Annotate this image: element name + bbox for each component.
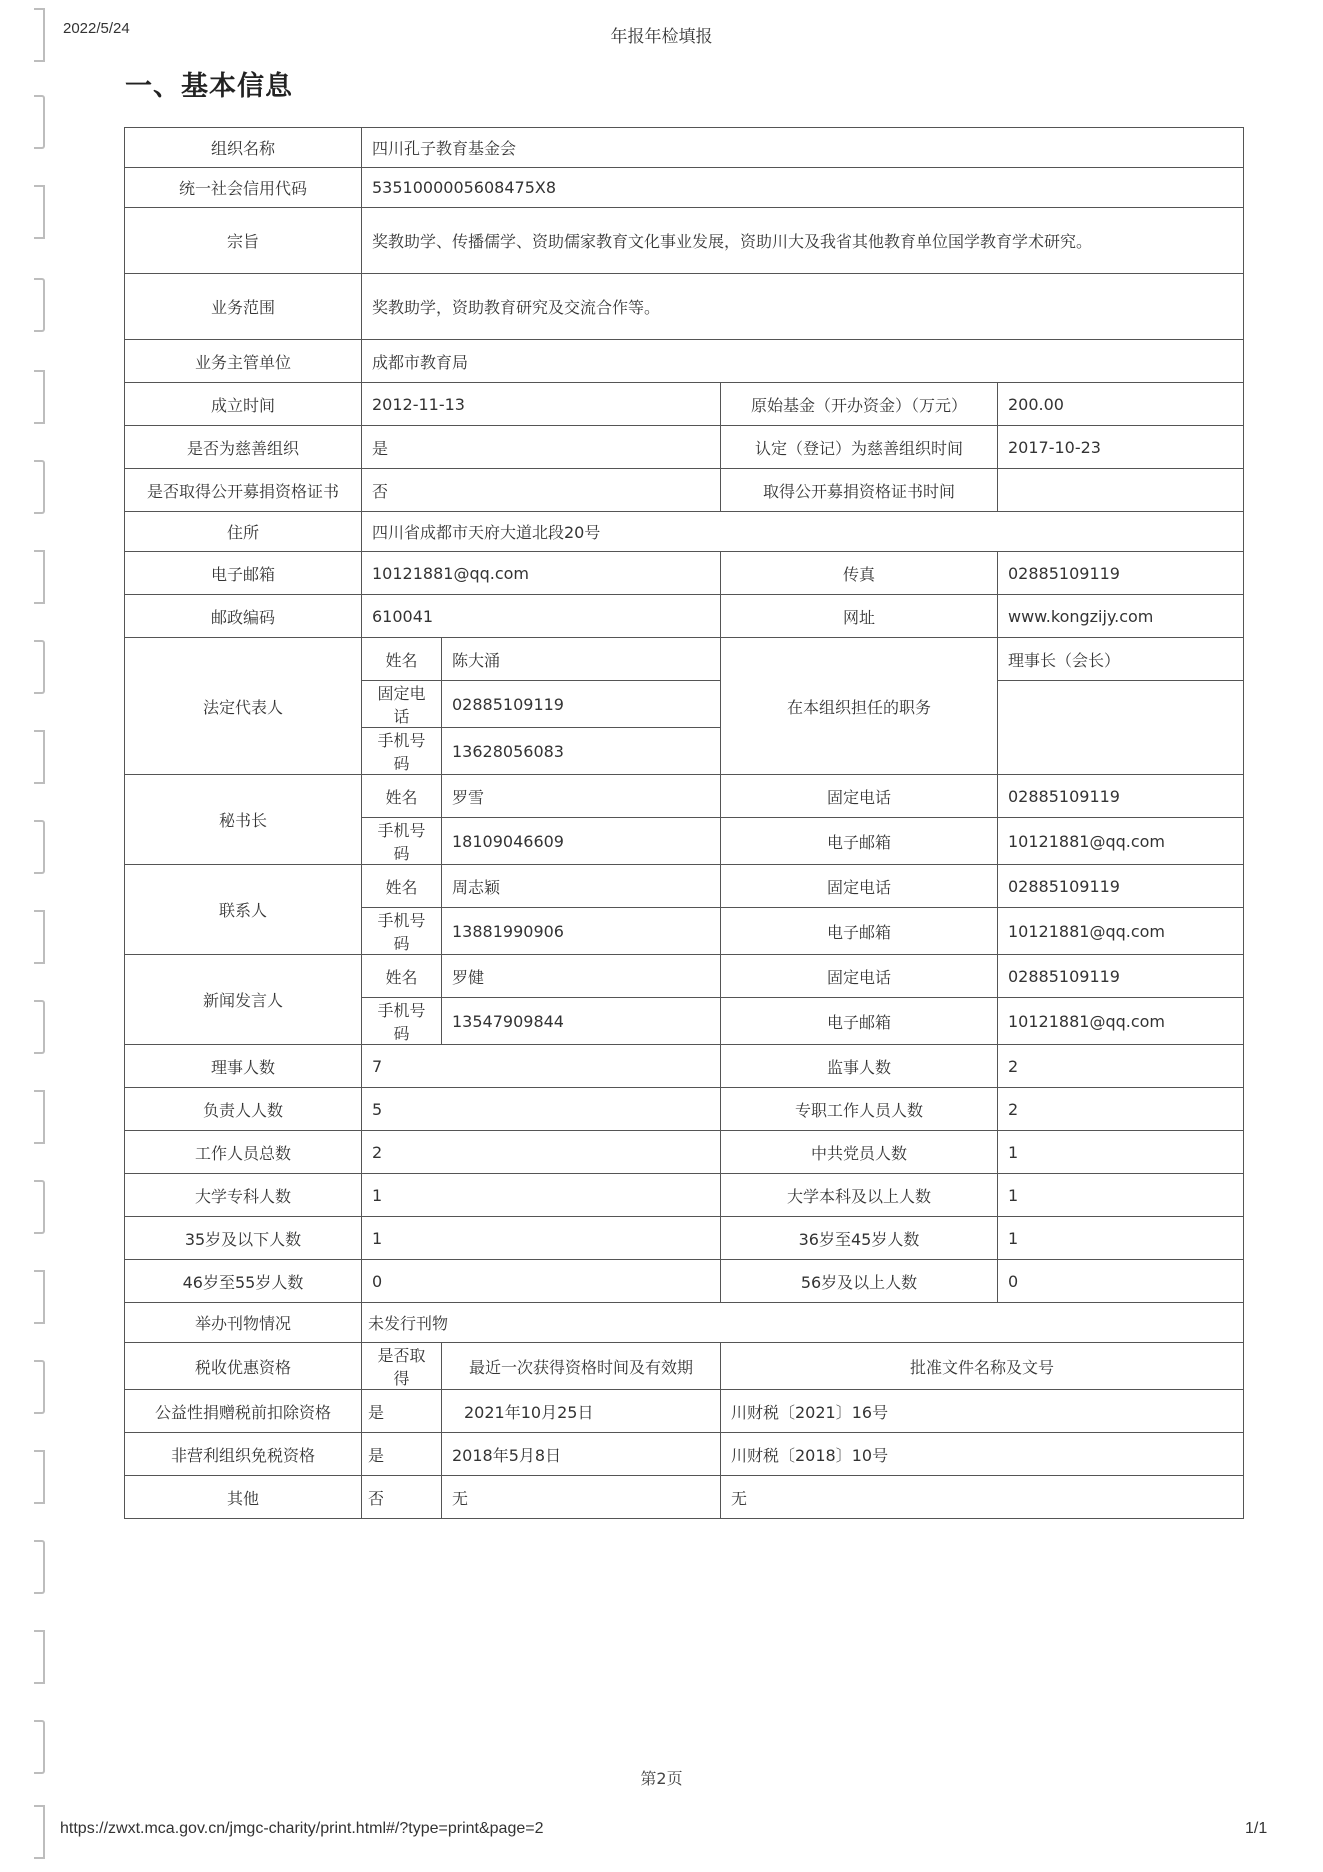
binder-mark	[34, 1090, 45, 1144]
stat-value: 2	[362, 1131, 721, 1174]
charity-date-value: 2017-10-23	[998, 426, 1244, 469]
row-legal-rep-name	[125, 638, 1244, 681]
row-postcode	[125, 595, 1244, 638]
binder-mark	[34, 370, 45, 424]
org-name-value: 四川孔子教育基金会	[362, 128, 1244, 168]
tax-label: 其他	[125, 1476, 362, 1519]
binder-mark	[34, 1180, 45, 1234]
stat-label: 工作人员总数	[125, 1131, 362, 1174]
tax-header-label: 税收优惠资格	[125, 1343, 362, 1390]
stat-value: 1	[362, 1217, 721, 1260]
charity-date-label: 认定（登记）为慈善组织时间	[721, 426, 998, 469]
tax-doc: 川财税〔2018〕10号	[721, 1433, 1244, 1476]
tax-date: 2018年5月8日	[442, 1433, 721, 1476]
row-stat	[125, 1088, 1244, 1131]
tax-header-obtained: 是否取得	[362, 1343, 442, 1390]
row-scope	[125, 274, 1244, 340]
tax-date: 无	[442, 1476, 721, 1519]
tax-label: 公益性捐赠税前扣除资格	[125, 1390, 362, 1433]
stat-value: 7	[362, 1045, 721, 1088]
contact-role-label: 联系人	[125, 865, 362, 955]
row-credit-code	[125, 168, 1244, 208]
binder-mark	[34, 1540, 45, 1594]
binder-mark	[34, 820, 45, 874]
contact-phone-value: 02885109119	[998, 955, 1244, 998]
row-stat	[125, 1217, 1244, 1260]
row-founded	[125, 383, 1244, 426]
contact-mobile-value: 13547909844	[442, 998, 721, 1045]
stat-label: 负责人人数	[125, 1088, 362, 1131]
binder-mark	[34, 278, 45, 332]
row-tax	[125, 1433, 1244, 1476]
tax-header-doc: 批准文件名称及文号	[721, 1343, 1244, 1390]
credit-code-label: 统一社会信用代码	[125, 168, 362, 208]
credit-code-value: 5351000005608475X8	[362, 168, 1244, 208]
website-label: 网址	[721, 595, 998, 638]
contact-role-label: 秘书长	[125, 775, 362, 865]
contact-email-label: 电子邮箱	[721, 998, 998, 1045]
stat-label: 专职工作人员人数	[721, 1088, 998, 1131]
row-contact-name	[125, 955, 1244, 998]
stat-value: 0	[362, 1260, 721, 1303]
row-stat	[125, 1174, 1244, 1217]
row-email	[125, 552, 1244, 595]
binder-mark	[34, 1805, 45, 1859]
stat-label: 大学本科及以上人数	[721, 1174, 998, 1217]
stat-value: 2	[998, 1088, 1244, 1131]
contact-email-label: 电子邮箱	[721, 818, 998, 865]
legal-rep-label: 法定代表人	[125, 638, 362, 775]
row-purpose	[125, 208, 1244, 274]
website-value: www.kongzijy.com	[998, 595, 1244, 638]
footer-page-count: 1/1	[1245, 1820, 1268, 1837]
postcode-value: 610041	[362, 595, 721, 638]
tax-header-date: 最近一次获得资格时间及有效期	[442, 1343, 721, 1390]
binder-mark	[34, 1360, 45, 1414]
tax-obtained: 否	[362, 1476, 442, 1519]
binder-mark	[34, 1450, 45, 1504]
contact-phone-label: 固定电话	[721, 775, 998, 818]
contact-email-value: 10121881@qq.com	[998, 818, 1244, 865]
row-public-cert	[125, 469, 1244, 512]
binder-mark	[34, 1000, 45, 1054]
fund-label: 原始基金（开办资金）（万元）	[721, 383, 998, 426]
contact-email-label: 电子邮箱	[721, 908, 998, 955]
tax-doc: 无	[721, 1476, 1244, 1519]
contact-phone-label: 固定电话	[721, 865, 998, 908]
row-contact-name	[125, 775, 1244, 818]
founded-label: 成立时间	[125, 383, 362, 426]
binder-mark	[34, 1630, 45, 1684]
contact-mobile-label: 手机号码	[362, 818, 442, 865]
tax-obtained: 是	[362, 1390, 442, 1433]
contact-name-value: 周志颖	[442, 865, 721, 908]
public-cert-date-value	[998, 469, 1244, 512]
purpose-label: 宗旨	[125, 208, 362, 274]
contact-name-label: 姓名	[362, 775, 442, 818]
row-supervisor	[125, 340, 1244, 383]
scope-value: 奖教助学，资助教育研究及交流合作等。	[362, 274, 1244, 340]
stat-value: 1	[998, 1131, 1244, 1174]
row-tax-header	[125, 1343, 1244, 1390]
row-charity	[125, 426, 1244, 469]
binder-mark	[34, 640, 45, 694]
address-value: 四川省成都市天府大道北段20号	[362, 512, 1244, 552]
stat-label: 36岁至45岁人数	[721, 1217, 998, 1260]
email-value: 10121881@qq.com	[362, 552, 721, 595]
basic-info-table	[124, 127, 1244, 1519]
contact-name-value: 罗健	[442, 955, 721, 998]
legal-rep-phone-label: 固定电话	[362, 681, 442, 728]
contact-phone-value: 02885109119	[998, 775, 1244, 818]
legal-rep-name-label: 姓名	[362, 638, 442, 681]
stat-value: 5	[362, 1088, 721, 1131]
supervisor-value: 成都市教育局	[362, 340, 1244, 383]
contact-mobile-value: 13881990906	[442, 908, 721, 955]
stat-label: 46岁至55岁人数	[125, 1260, 362, 1303]
contact-mobile-value: 18109046609	[442, 818, 721, 865]
postcode-label: 邮政编码	[125, 595, 362, 638]
contact-role-label: 新闻发言人	[125, 955, 362, 1045]
fax-label: 传真	[721, 552, 998, 595]
binder-mark	[34, 185, 45, 239]
binder-mark	[34, 95, 45, 149]
row-stat	[125, 1260, 1244, 1303]
fax-value: 02885109119	[998, 552, 1244, 595]
publication-value: 未发行刊物	[362, 1303, 1244, 1343]
row-org-name	[125, 128, 1244, 168]
binder-mark	[34, 910, 45, 964]
stat-value: 2	[998, 1045, 1244, 1088]
binder-mark	[34, 1270, 45, 1324]
row-address	[125, 512, 1244, 552]
page-number: 第2页	[640, 1769, 683, 1788]
founded-value: 2012-11-13	[362, 383, 721, 426]
stat-value: 1	[998, 1217, 1244, 1260]
legal-rep-position-label: 在本组织担任的职务	[721, 638, 998, 775]
legal-rep-mobile-label: 手机号码	[362, 728, 442, 775]
supervisor-label: 业务主管单位	[125, 340, 362, 383]
tax-obtained: 是	[362, 1433, 442, 1476]
legal-rep-position-blank	[998, 681, 1244, 775]
stat-label: 理事人数	[125, 1045, 362, 1088]
email-label: 电子邮箱	[125, 552, 362, 595]
public-cert-label: 是否取得公开募捐资格证书	[125, 469, 362, 512]
contact-email-value: 10121881@qq.com	[998, 908, 1244, 955]
document-title: 年报年检填报	[610, 27, 713, 47]
publication-label: 举办刊物情况	[125, 1303, 362, 1343]
public-cert-value: 否	[362, 469, 721, 512]
legal-rep-name-value: 陈大涌	[442, 638, 721, 681]
is-charity-value: 是	[362, 426, 721, 469]
org-name-label: 组织名称	[125, 128, 362, 168]
address-label: 住所	[125, 512, 362, 552]
row-tax	[125, 1390, 1244, 1433]
stat-label: 监事人数	[721, 1045, 998, 1088]
contact-mobile-label: 手机号码	[362, 998, 442, 1045]
row-contact-name	[125, 865, 1244, 908]
contact-mobile-label: 手机号码	[362, 908, 442, 955]
tax-label: 非营利组织免税资格	[125, 1433, 362, 1476]
row-publication	[125, 1303, 1244, 1343]
legal-rep-phone-value: 02885109119	[442, 681, 721, 728]
purpose-value: 奖教助学、传播儒学、资助儒家教育文化事业发展，资助川大及我省其他教育单位国学教育学术研究。	[362, 208, 1244, 274]
binder-mark	[34, 460, 45, 514]
row-tax	[125, 1476, 1244, 1519]
is-charity-label: 是否为慈善组织	[125, 426, 362, 469]
scope-label: 业务范围	[125, 274, 362, 340]
tax-doc: 川财税〔2021〕16号	[721, 1390, 1244, 1433]
fund-value: 200.00	[998, 383, 1244, 426]
stat-label: 56岁及以上人数	[721, 1260, 998, 1303]
legal-rep-mobile-value: 13628056083	[442, 728, 721, 775]
footer-url[interactable]: https://zwxt.mca.gov.cn/jmgc-charity/print.html#/?type=print&page=2	[60, 1820, 544, 1837]
binder-mark	[34, 550, 45, 604]
stat-label: 中共党员人数	[721, 1131, 998, 1174]
stat-value: 0	[998, 1260, 1244, 1303]
stat-label: 35岁及以下人数	[125, 1217, 362, 1260]
stat-label: 大学专科人数	[125, 1174, 362, 1217]
tax-date: 2021年10月25日	[442, 1390, 721, 1433]
stat-value: 1	[362, 1174, 721, 1217]
binder-mark	[34, 730, 45, 784]
legal-rep-position-value: 理事长（会长）	[998, 638, 1244, 681]
contact-phone-value: 02885109119	[998, 865, 1244, 908]
contact-name-value: 罗雪	[442, 775, 721, 818]
row-stat	[125, 1045, 1244, 1088]
contact-name-label: 姓名	[362, 955, 442, 998]
print-date: 2022/5/24	[63, 20, 130, 37]
section-title: 一、基本信息	[125, 71, 293, 102]
contact-phone-label: 固定电话	[721, 955, 998, 998]
contact-name-label: 姓名	[362, 865, 442, 908]
stat-value: 1	[998, 1174, 1244, 1217]
row-stat	[125, 1131, 1244, 1174]
contact-email-value: 10121881@qq.com	[998, 998, 1244, 1045]
public-cert-date-label: 取得公开募捐资格证书时间	[721, 469, 998, 512]
